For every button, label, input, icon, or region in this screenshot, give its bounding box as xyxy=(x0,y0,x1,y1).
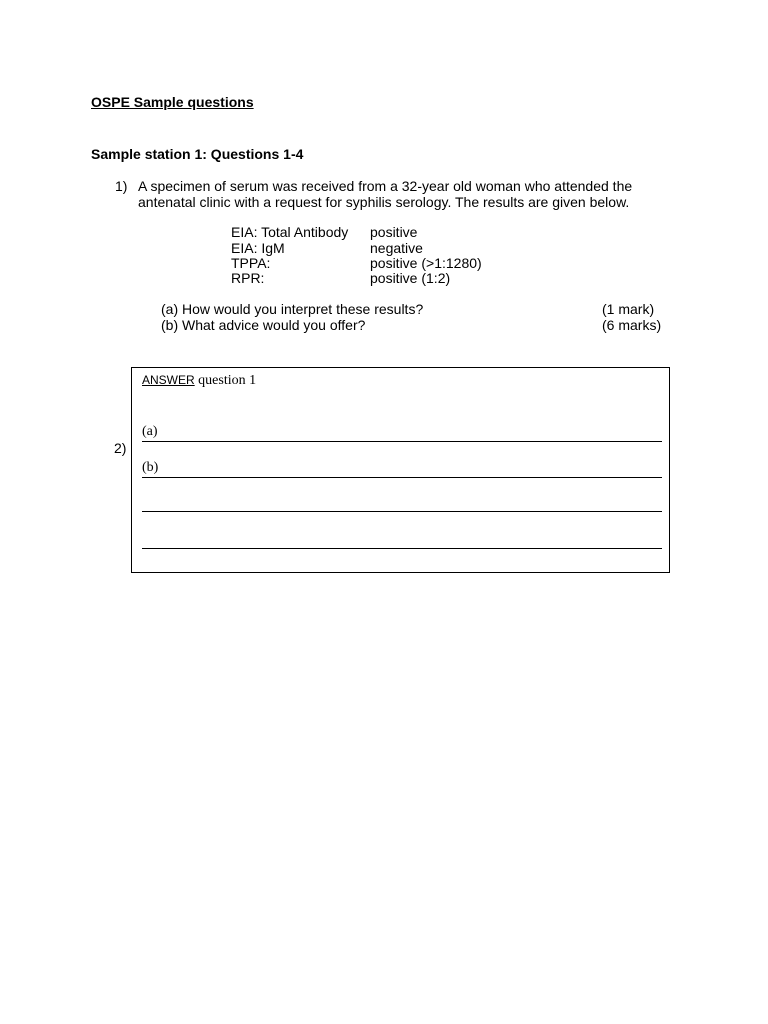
question-part-b-marks: (6 marks) xyxy=(602,317,662,333)
result-test-igm: EIA: IgM xyxy=(231,240,285,256)
answer-label-a: (a) xyxy=(142,424,158,439)
answer-line-4[interactable] xyxy=(142,548,662,549)
answer-line-3[interactable] xyxy=(142,511,662,512)
result-value-igm: negative xyxy=(370,240,423,256)
station-heading: Sample station 1: Questions 1-4 xyxy=(91,146,304,162)
page-title: OSPE Sample questions xyxy=(91,94,254,110)
question-2-number: 2) xyxy=(114,440,127,456)
question-part-a-marks: (1 mark) xyxy=(602,301,655,317)
result-value-total-antibody: positive xyxy=(370,224,418,240)
result-value-rpr: positive (1:2) xyxy=(370,270,451,286)
question-1-number: 1) xyxy=(115,178,128,194)
answer-line-b[interactable] xyxy=(142,477,662,478)
question-1-text-line-1: A specimen of serum was received from a 32-year old woman who attended the xyxy=(138,178,633,194)
answer-label-b: (b) xyxy=(142,460,159,475)
result-test-tppa: TPPA: xyxy=(231,255,271,271)
answer-box xyxy=(131,367,670,573)
answer-heading-rest: question 1 xyxy=(194,373,257,388)
question-part-a: (a) How would you interpret these results? xyxy=(161,301,424,317)
answer-line-a[interactable] xyxy=(142,441,662,442)
answer-heading xyxy=(142,373,256,389)
result-test-rpr: RPR: xyxy=(231,270,265,286)
question-part-b: (b) What advice would you offer? xyxy=(161,317,366,333)
answer-heading-underlined: ANSWER xyxy=(142,373,195,387)
question-1-text-line-2: antenatal clinic with a request for syphilis serology. The results are given below. xyxy=(138,194,630,210)
result-value-tppa: positive (>1:1280) xyxy=(370,255,482,271)
result-test-total-antibody: EIA: Total Antibody xyxy=(231,224,349,240)
